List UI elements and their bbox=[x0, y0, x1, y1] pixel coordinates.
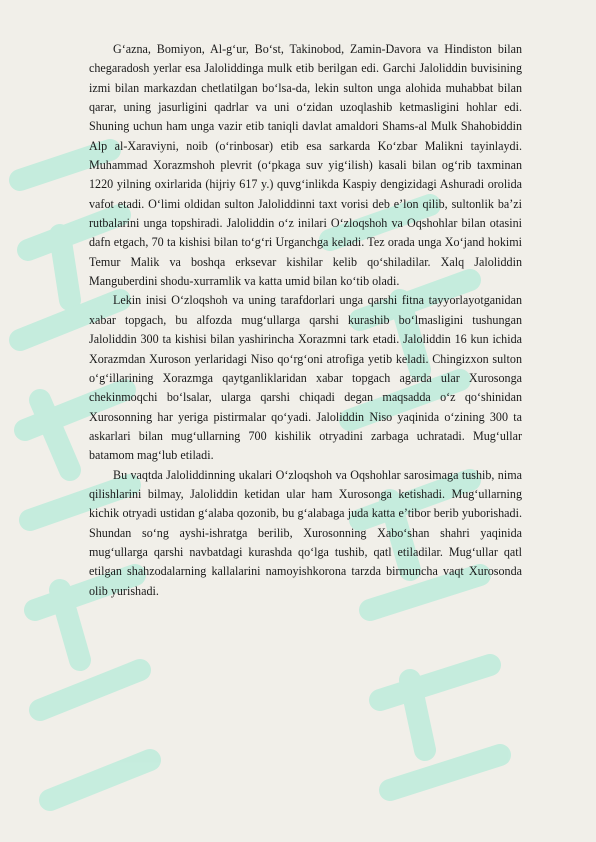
paragraph-3: Bu vaqtda Jaloliddinning ukalari O‘zloqshoh va Oqshohlar sarosimaga tushib, nima qilishlarini bilmay, Jaloliddin ketidan ular ham Xurosonga ketishadi. Mug‘ullarning kichik otryadi ustidan g‘alaba qozonib, bu g‘alabaga juda katta e’tibor berib yuborishadi. Shundan so‘ng ayshi-ishratga berilib, Xurosonning Xabo‘shan shahri yaqinida mug‘ullarga qarshi navbatdagi kurashda qo‘lga tushib, qatl etiladilar. Mug‘ullar qatl etilgan shahzodalarning kallalarini namoyishkorona tarzda birmuncha vaqt Xurosonda olib yurishadi. bbox=[89, 467, 522, 598]
paragraph-2: Lekin inisi O‘zloqshoh va uning tarafdorlari unga qarshi fitna tayyorlayotganidan xabar topgach, bu alfozda mug‘ullarga qarshi kurashib bo‘lmasligini tushungan Jaloliddin 300 ta kishisi bilan yashirincha Xorazmni tark etadi. Jaloliddin 16 kun ichida Xorazmdan Xuroson yerlaridagi Niso qo‘rg‘oni atrofiga yetib keladi. Chingizxon sulton o‘g‘illarining Xorazmga qaytganliklaridan xabar topgach agarda ular Xurosonga chekinmoqchi bo‘lsalar, ularga qarshi chiqadi degan maqsadda o‘z qo‘shinidan Xurosonning har yeriga pistirmalar qo‘yadi. Jaloliddin Niso yaqinida o‘zining 300 ta askarlari bilan mug‘ullarning 700 kishilik otryadini zarbaga uchratadi. Mug‘ullar batamom mag‘lub etiladi. bbox=[89, 293, 522, 463]
paragraph-1: G‘azna, Bomiyon, Al-g‘ur, Bo‘st, Takinobod, Zamin-Davora va Hindiston bilan chegaradosh yerlar esa Jaloliddinga mulk etib berilgan edi. Garchi Jaloliddin buvisining izmi bilan markazdan chetlatilgan bo‘lsa-da, lekin sulton unga alohida muhabbat bilan qarar, uning jasurligini qadrlar va uni o‘zidan uzoqlashib ketmasligini hohlar edi. Shuning uchun ham unga vazir etib taniqli davlat amaldori Shams-al Mulk Shahobiddin Alp al-Xaraviyni, noib (o‘rinbosar) etib esa sarkarda Ko‘zbar Malikni tayinlaydi. Muhammad Xorazmshoh plevrit (o‘pkaga suv yig‘ilish) kasali bilan og‘rib taxminan 1220 yilning oxirlarida (hijriy 617 y.) quvg‘inlikda Kaspiy dengizidagi Ashuradi orolida vafot etadi. O‘limi oldidan sulton Jaloliddinni taxt vorisi deb e’lon qilib, sultonlik ba’zi rutbalarini unga topshiradi. Jaloliddin o‘z inilari O‘zloqshoh va Oqshohlar bilan otasini dafn etgach, 70 ta kishisi bilan to‘g‘ri Urganchga keladi. Tez orada unga Xo‘jand hokimi Temur Malik va boshqa erksevar kishilar kelib qo‘shiladilar. Xalq Jaloliddin Manguberdini shodu-xurramlik va katta umid bilan ko‘tib oladi. bbox=[89, 42, 522, 289]
document-body bbox=[89, 40, 522, 601]
